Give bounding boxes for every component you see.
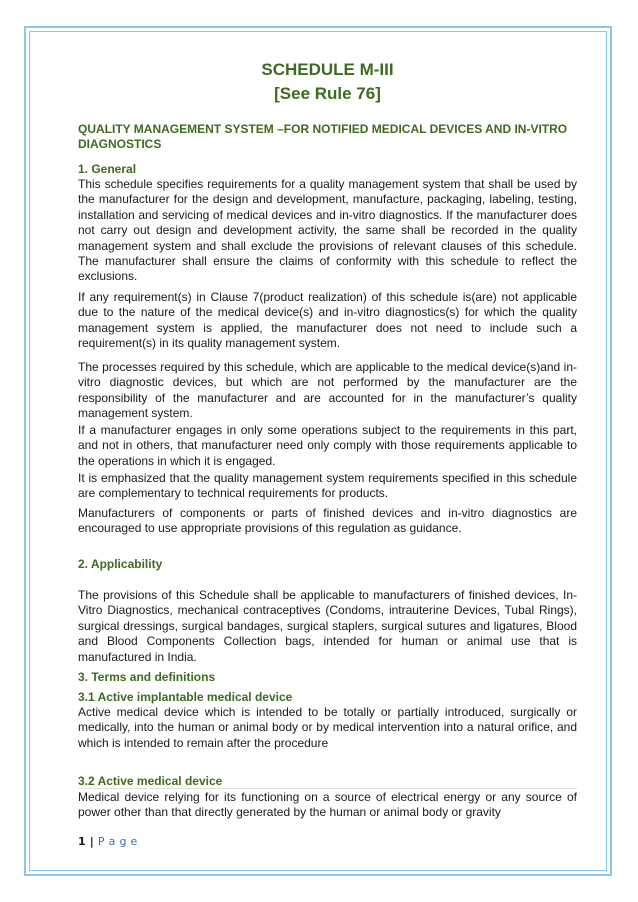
- subsection-heading-3-2: 3.2 Active medical device: [78, 774, 223, 788]
- page-label: P a g e: [97, 835, 138, 848]
- general-paragraph-3: The processes required by this schedule, which are applicable to the medical device(s)and in-vitro diagnostic devices, but which are not performed by the manufacturer are the responsibility of the manufacturer and are accounted for in the manufacturer’s quality management system.: [78, 360, 577, 421]
- document-subtitle: [See Rule 76]: [274, 84, 381, 103]
- section-heading-terms: 3. Terms and definitions: [78, 670, 216, 684]
- general-paragraph-4: If a manufacturer engages in only some operations subject to the requirements in this part, and not in others, that manufacturer need only comply with those requirements applicable to the operations in which it is engaged.: [78, 423, 577, 468]
- main-heading: QUALITY MANAGEMENT SYSTEM –FOR NOTIFIED MEDICAL DEVICES AND IN-VITRO DIAGNOSTICS: [78, 122, 568, 151]
- subsection-text-3-1: Active medical device which is intended to be totally or partially introduced, surgically or medically, into the human or animal body or by medical intervention into a natural orifice, and which is intended to remain after the procedure: [78, 705, 577, 750]
- page-number: 1: [78, 835, 86, 848]
- subsection-text-3-2: Medical device relying for its functioning on a source of electrical energy or any source of power other than that directly generated by the human or animal body or gravity: [78, 790, 577, 820]
- section-heading-applicability: 2. Applicability: [78, 557, 163, 571]
- general-paragraph-5: It is emphasized that the quality management system requirements specified in this schedule are complementary to technical requirements for products.: [78, 471, 577, 501]
- general-paragraph-1: This schedule specifies requirements for a quality management system that shall be used by the manufacturer for the design and development, manufacture, packaging, labeling, testing, installation and servicing of medical devices and in-vitro diagnostics. If the manufacturer does not carry out design and development activity, the same shall be recorded in the quality management system and shall exclude the provisions of relevant clauses of this schedule. The manufacturer shall ensure the claims of conformity with this schedule to reflect the exclusions.: [78, 177, 577, 284]
- document-title: SCHEDULE M-III: [261, 60, 394, 79]
- applicability-paragraph: The provisions of this Schedule shall be applicable to manufacturers of finished devices, In-Vitro Diagnostics, mechanical contraceptives (Condoms, intrauterine Devices, Tubal Rings), surgical dressings, surgical bandages, surgical staplers, surgical sutures and ligatures, Blood and Blood Components Collection bags, intended for human or animal use that is manufactured in India.: [78, 588, 577, 664]
- footer-separator: |: [89, 835, 95, 848]
- subsection-heading-3-1: 3.1 Active implantable medical device: [78, 690, 293, 704]
- general-paragraph-6: Manufacturers of components or parts of finished devices and in-vitro diagnostics are encouraged to use appropriate provisions of this regulation as guidance.: [78, 506, 577, 536]
- general-paragraph-2: If any requirement(s) in Clause 7(product realization) of this schedule is(are) not applicable due to the nature of the medical device(s) and in-vitro diagnostics(s) for which the quality management system is applied, the manufacturer does not need to include such a requirement(s) in its quality management system.: [78, 290, 577, 351]
- divider-line: [78, 788, 577, 789]
- section-heading-general: 1. General: [78, 162, 137, 176]
- page-footer: [78, 835, 138, 848]
